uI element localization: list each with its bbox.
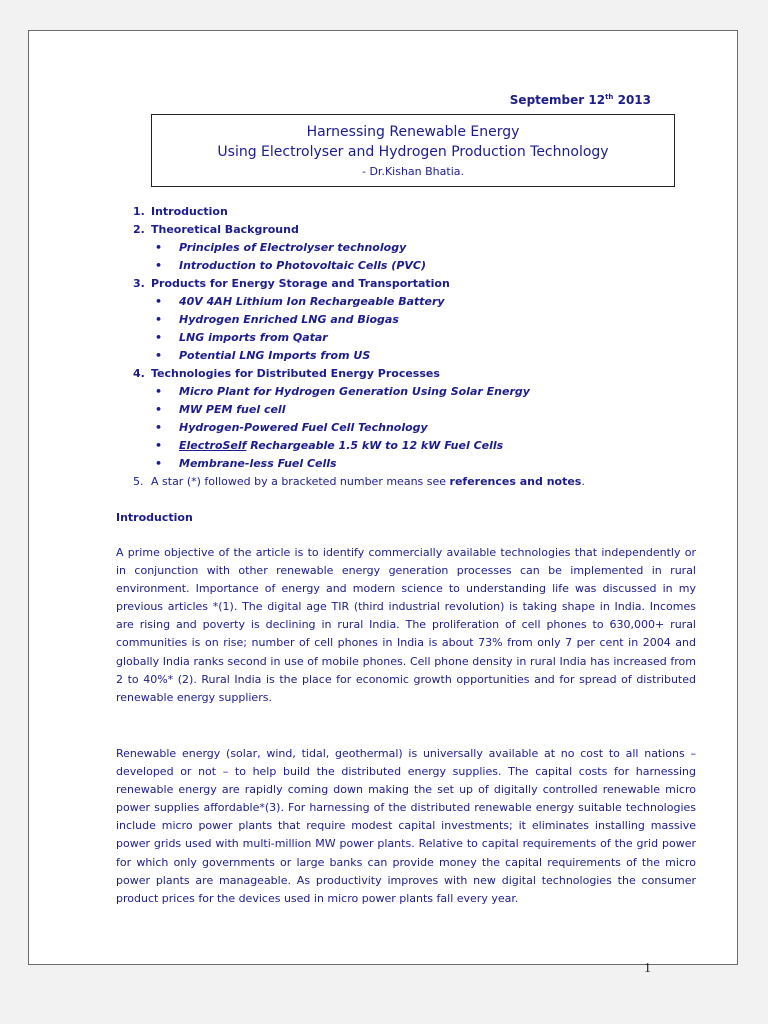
date-year: 2013 bbox=[617, 93, 651, 107]
intro-paragraph-2: Renewable energy (solar, wind, tidal, geothermal) is universally available at no cost to all nations – developed or not – to help build the distributed energy supplies. The capital costs for harnessing renewable energy are rapidly coming down making the set up of digitally controlled renewable micro power supplies affordable*(3). For harnessing of the distributed renewable energy suitable technologies include micro power plants that require modest capital investments; it eliminates installing massive power grids used with multi-million MW power plants. Relative to capital requirements of the grid power for which only governments or large banks can provide money the capital requirements of the micro power plants are manageable. As productivity improves with new digital technologies the consumer product prices for the devices used in micro power plants fall every year. bbox=[116, 747, 696, 905]
bullet-icon: • bbox=[155, 421, 163, 434]
toc-item: 2. Theoretical Background bbox=[133, 223, 299, 236]
date-superscript: th bbox=[605, 93, 614, 101]
bullet-icon: • bbox=[155, 439, 163, 452]
title-line-2: Using Electrolyser and Hydrogen Production Technology bbox=[217, 144, 609, 160]
toc-item: 4. Technologies for Distributed Energy Processes bbox=[133, 367, 440, 380]
electroself-link[interactable]: ElectroSelf bbox=[179, 439, 247, 452]
toc-subitem: • LNG imports from Qatar bbox=[133, 329, 585, 347]
bullet-icon: • bbox=[155, 313, 163, 326]
toc-subitem: • Potential LNG Imports from US bbox=[133, 347, 585, 365]
document-date bbox=[510, 93, 651, 107]
bullet-icon: • bbox=[155, 385, 163, 398]
bullet-icon: • bbox=[155, 259, 163, 272]
toc-subitem: • Hydrogen-Powered Fuel Cell Technology bbox=[133, 419, 585, 437]
table-of-contents bbox=[133, 203, 585, 491]
toc-note: 5. A star (*) followed by a bracketed number means see references and notes. bbox=[133, 475, 585, 488]
document-page bbox=[28, 30, 738, 976]
intro-paragraph-1: A prime objective of the article is to identify commercially available technologies that independently or in conjunction with other renewable energy generation processes can be implemented in rural environment. Importance of energy and modern science to understanding life was discussed in my previous articles *(1). The digital age TIR (third industrial revolution) is taking shape in India. Incomes are rising and poverty is declining in rural India. The proliferation of cell phones to 630,000+ rural communities is on rise; number of cell phones in India is about 73% from only 7 per cent in 2004 and globally India ranks second in use of mobile phones. Cell phone density in rural India has increased from 2 to 40%* (2). Rural India is the place for economic growth opportunities and for spread of distributed renewable energy suppliers. bbox=[116, 546, 696, 704]
toc-subitem: • Micro Plant for Hydrogen Generation Using Solar Energy bbox=[133, 383, 585, 401]
bullet-icon: • bbox=[155, 457, 163, 470]
title-box bbox=[151, 114, 675, 187]
toc-item: 1. Introduction bbox=[133, 205, 228, 218]
bullet-icon: • bbox=[155, 241, 163, 254]
toc-subitem: • Introduction to Photovoltaic Cells (PVC) bbox=[133, 257, 585, 275]
toc-subitem: • Hydrogen Enriched LNG and Biogas bbox=[133, 311, 585, 329]
page-number: 1 bbox=[644, 961, 651, 976]
toc-subitem: • Membrane-less Fuel Cells bbox=[133, 455, 585, 473]
toc-subitem: • MW PEM fuel cell bbox=[133, 401, 585, 419]
toc-item: 3. Products for Energy Storage and Transportation bbox=[133, 277, 450, 290]
bullet-icon: • bbox=[155, 403, 163, 416]
toc-subitem: • ElectroSelf Rechargeable 1.5 kW to 12 kW Fuel Cells bbox=[133, 437, 585, 455]
bullet-icon: • bbox=[155, 349, 163, 362]
toc-subitem: • Principles of Electrolyser technology bbox=[133, 239, 585, 257]
title-line-1: Harnessing Renewable Energy bbox=[306, 124, 520, 140]
toc-subitem: • 40V 4AH Lithium Ion Rechargeable Battery bbox=[133, 293, 585, 311]
introduction-heading: Introduction bbox=[116, 511, 193, 524]
bullet-icon: • bbox=[155, 331, 163, 344]
author-line: - Dr.Kishan Bhatia. bbox=[362, 165, 464, 178]
bullet-icon: • bbox=[155, 295, 163, 308]
date-text: September 12 bbox=[509, 93, 606, 107]
